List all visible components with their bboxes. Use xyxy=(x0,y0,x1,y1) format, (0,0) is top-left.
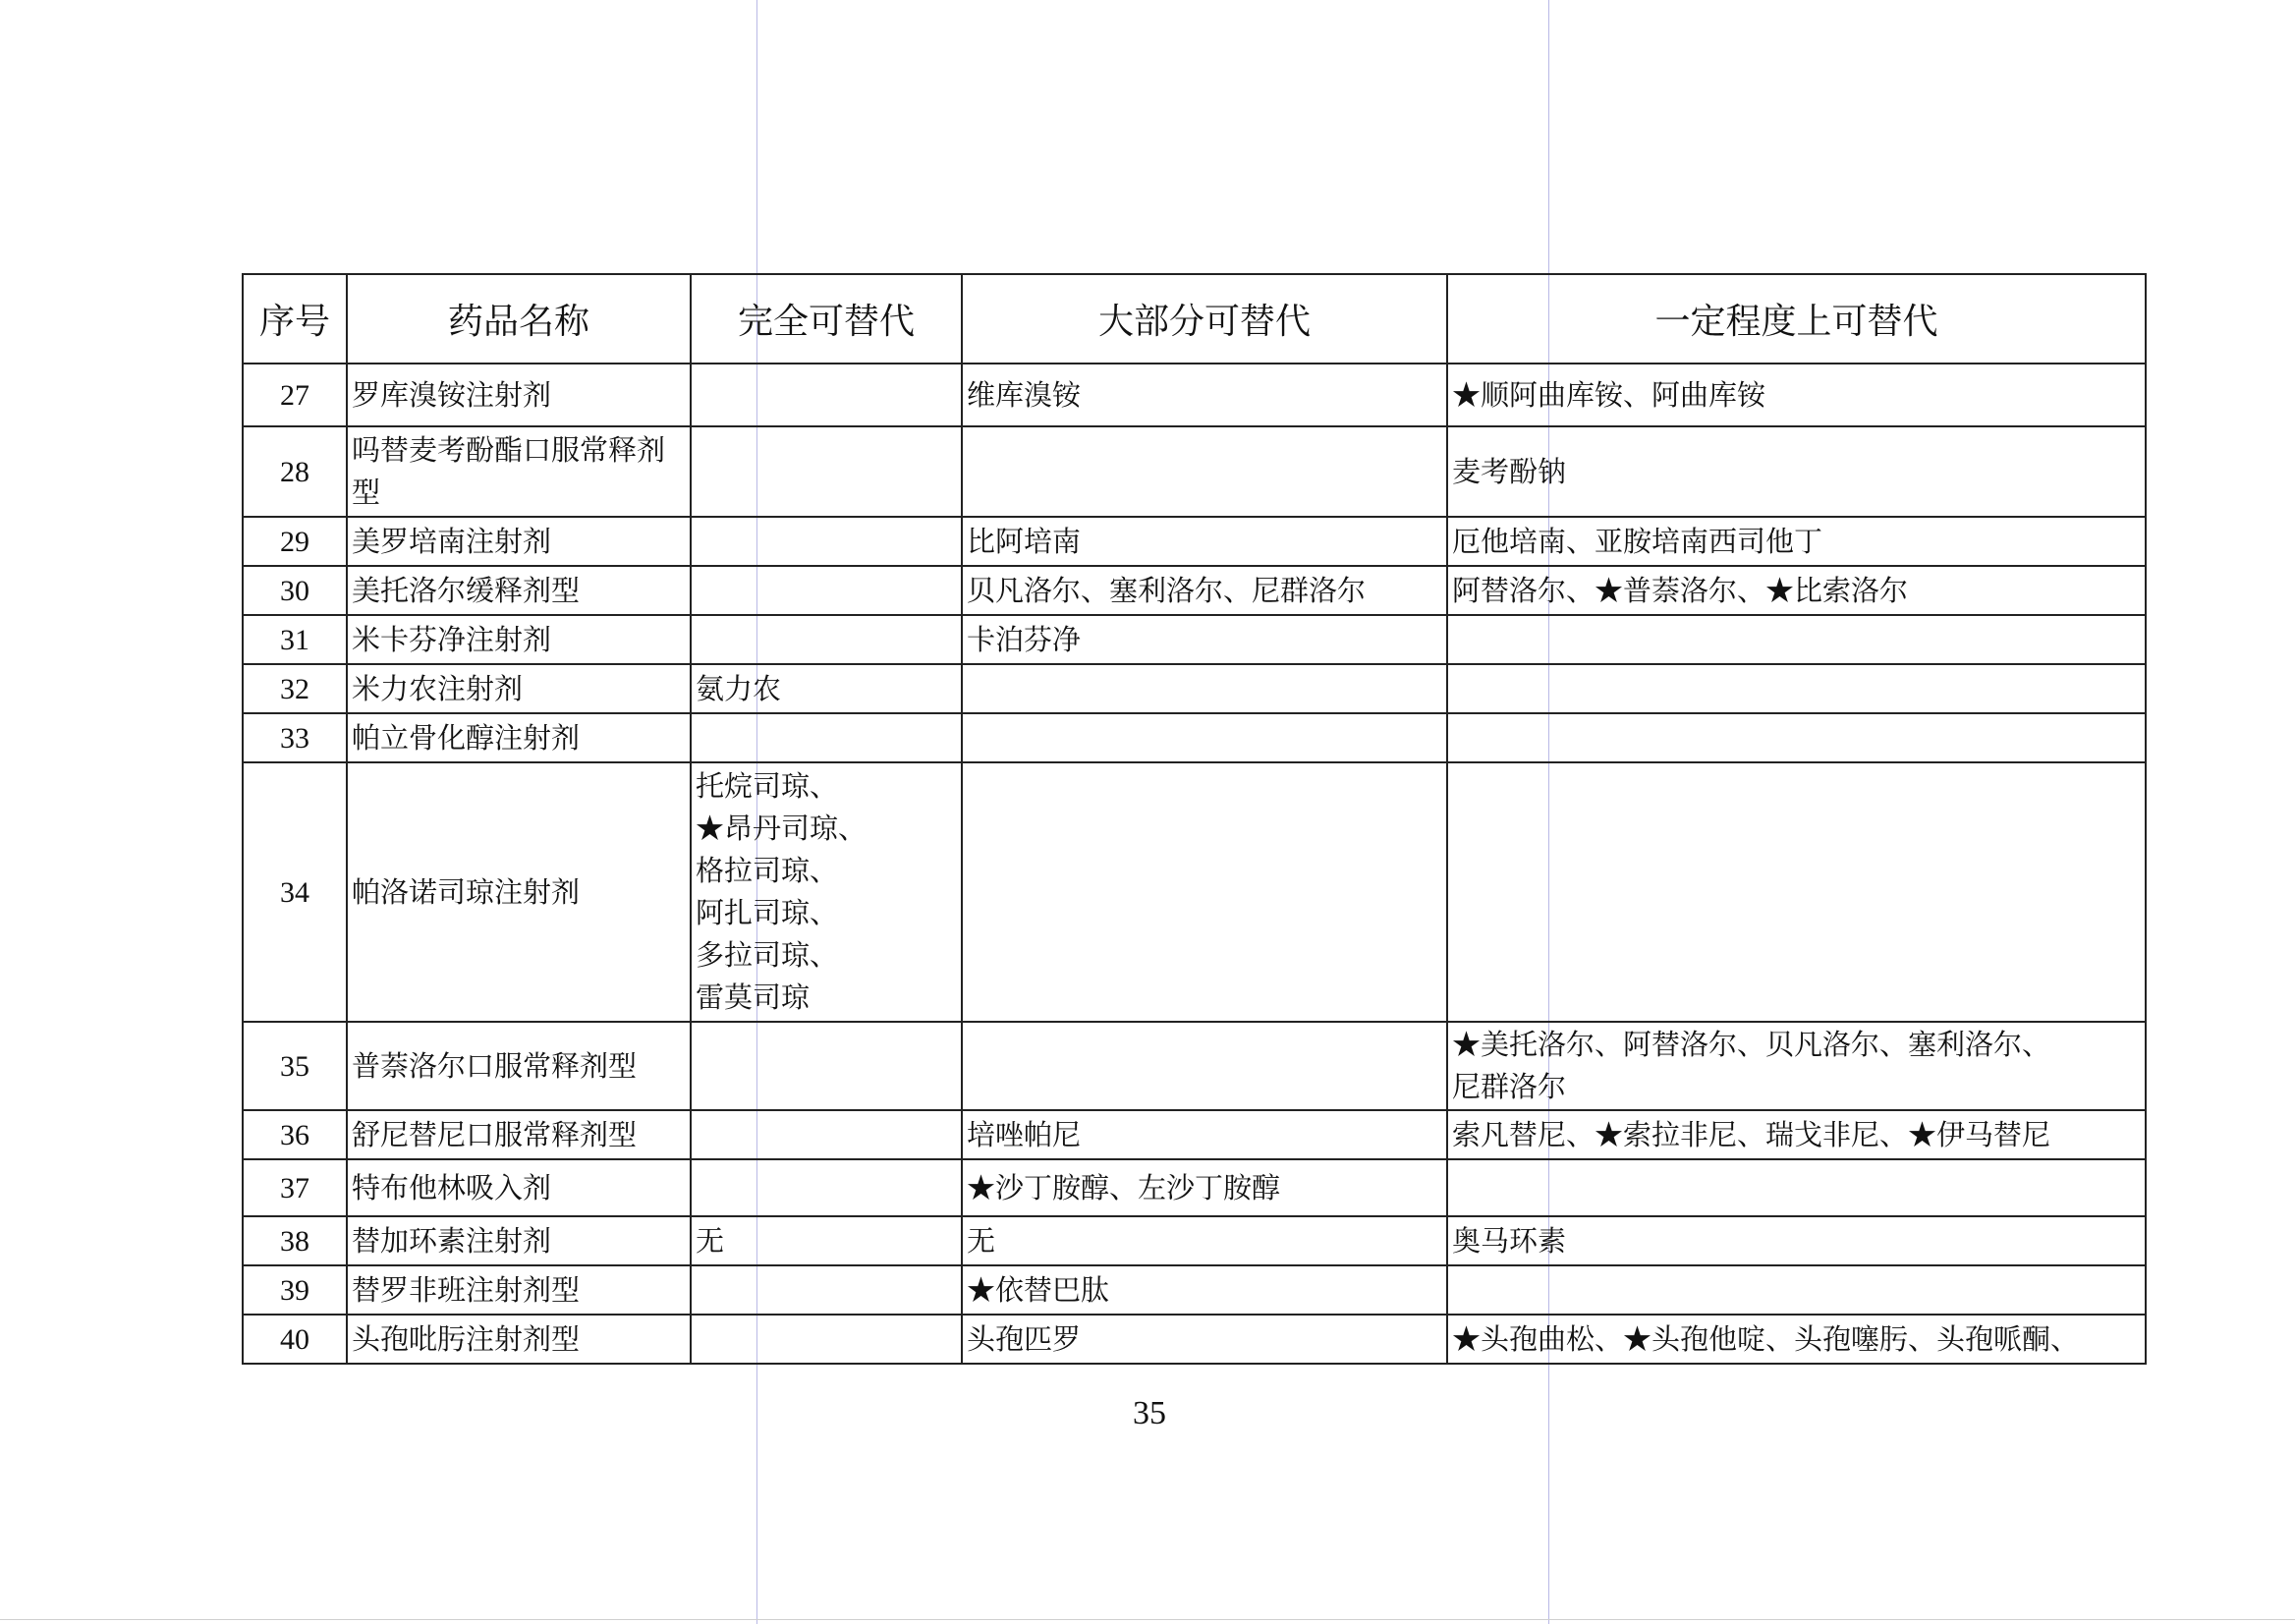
cell-mostly-substitutable xyxy=(962,1265,1447,1315)
cell-text-line: 米卡芬净注射剂 xyxy=(352,622,552,656)
cell-mostly-substitutable xyxy=(962,713,1447,762)
cell-text-line: 型 xyxy=(352,476,381,509)
cell-text-line: 尼群洛尔 xyxy=(1452,1070,1567,1103)
table-row xyxy=(243,517,2146,566)
cell-text-line: 氨力农 xyxy=(696,671,782,705)
cell-partially-substitutable xyxy=(1447,426,2146,517)
cell-text-line: 米力农注射剂 xyxy=(352,671,524,705)
cell-text-line: 美罗培南注射剂 xyxy=(352,524,552,558)
cell-mostly-substitutable xyxy=(962,517,1447,566)
table-row xyxy=(243,1216,2146,1265)
cell-drug-name xyxy=(347,426,691,517)
table-row xyxy=(243,1110,2146,1159)
scan-guide-line-bottom xyxy=(0,1619,2295,1620)
cell-drug-name xyxy=(347,615,691,664)
cell-text-line: 普萘洛尔口服常释剂型 xyxy=(352,1048,638,1083)
cell-serial-number: 29 xyxy=(243,517,347,566)
header-mostly-substitutable: 大部分可替代 xyxy=(962,274,1447,364)
cell-text-line: ★顺阿曲库铵、阿曲库铵 xyxy=(1452,377,1766,412)
cell-text-line: 头孢匹罗 xyxy=(967,1321,1082,1356)
cell-fully-substitutable xyxy=(691,517,962,566)
cell-text-line: 特布他林吸入剂 xyxy=(352,1170,552,1204)
cell-mostly-substitutable xyxy=(962,426,1447,517)
cell-drug-name xyxy=(347,1159,691,1216)
cell-serial-number: 40 xyxy=(243,1315,347,1364)
cell-serial-number: 27 xyxy=(243,364,347,426)
page-number: 35 xyxy=(1133,1395,1166,1431)
cell-serial-number: 39 xyxy=(243,1265,347,1315)
cell-mostly-substitutable xyxy=(962,364,1447,426)
cell-partially-substitutable xyxy=(1447,1110,2146,1159)
cell-text-line: 替加环素注射剂 xyxy=(352,1223,552,1258)
cell-fully-substitutable xyxy=(691,1315,962,1364)
cell-drug-name xyxy=(347,517,691,566)
cell-partially-substitutable xyxy=(1447,664,2146,713)
cell-drug-name xyxy=(347,1110,691,1159)
cell-text-line: ★依替巴肽 xyxy=(967,1272,1110,1307)
table-row xyxy=(243,1159,2146,1216)
cell-mostly-substitutable xyxy=(962,664,1447,713)
cell-partially-substitutable xyxy=(1447,566,2146,615)
table-body xyxy=(243,364,2146,1364)
cell-text-line: 帕立骨化醇注射剂 xyxy=(352,720,581,755)
cell-fully-substitutable xyxy=(691,566,962,615)
cell-serial-number: 33 xyxy=(243,713,347,762)
cell-drug-name xyxy=(347,713,691,762)
cell-drug-name xyxy=(347,566,691,615)
cell-mostly-substitutable xyxy=(962,762,1447,1022)
cell-text-line: 奥马环素 xyxy=(1452,1223,1567,1258)
cell-fully-substitutable xyxy=(691,615,962,664)
cell-fully-substitutable xyxy=(691,664,962,713)
cell-text-line: 吗替麦考酚酯口服常释剂 xyxy=(352,433,666,467)
header-serial-number: 序号 xyxy=(243,274,347,364)
cell-mostly-substitutable xyxy=(962,1110,1447,1159)
cell-drug-name xyxy=(347,1265,691,1315)
cell-serial-number: 38 xyxy=(243,1216,347,1265)
cell-text-line: 无 xyxy=(967,1223,996,1258)
cell-drug-name xyxy=(347,1315,691,1364)
cell-fully-substitutable xyxy=(691,426,962,517)
cell-mostly-substitutable xyxy=(962,566,1447,615)
cell-text-line: 厄他培南、亚胺培南西司他丁 xyxy=(1452,524,1823,558)
cell-text-line: 替罗非班注射剂型 xyxy=(352,1272,581,1307)
cell-text-line: 雷莫司琼 xyxy=(696,980,811,1014)
table-row xyxy=(243,762,2146,1022)
cell-text-line: 麦考酚钠 xyxy=(1452,454,1567,488)
drug-substitution-table xyxy=(242,273,2147,1365)
table-row xyxy=(243,1315,2146,1364)
cell-fully-substitutable xyxy=(691,1216,962,1265)
cell-mostly-substitutable xyxy=(962,1159,1447,1216)
cell-fully-substitutable xyxy=(691,713,962,762)
cell-text-line: 维库溴铵 xyxy=(967,377,1082,412)
cell-fully-substitutable xyxy=(691,1159,962,1216)
header-fully-substitutable: 完全可替代 xyxy=(691,274,962,364)
cell-partially-substitutable xyxy=(1447,517,2146,566)
cell-text-line: 美托洛尔缓释剂型 xyxy=(352,573,581,607)
cell-fully-substitutable xyxy=(691,364,962,426)
cell-partially-substitutable xyxy=(1447,1159,2146,1216)
cell-serial-number: 37 xyxy=(243,1159,347,1216)
cell-fully-substitutable xyxy=(691,1265,962,1315)
cell-text-line: 罗库溴铵注射剂 xyxy=(352,377,552,412)
cell-fully-substitutable xyxy=(691,1110,962,1159)
cell-serial-number: 35 xyxy=(243,1022,347,1110)
cell-drug-name xyxy=(347,1022,691,1110)
table-row xyxy=(243,1022,2146,1110)
cell-partially-substitutable xyxy=(1447,615,2146,664)
table-row xyxy=(243,615,2146,664)
table-row xyxy=(243,566,2146,615)
cell-text-line: 多拉司琼、 xyxy=(696,938,839,972)
cell-text-line: 格拉司琼、 xyxy=(696,854,839,887)
cell-mostly-substitutable xyxy=(962,1216,1447,1265)
cell-text-line: 比阿培南 xyxy=(967,524,1082,558)
table-header-row xyxy=(243,274,2146,364)
cell-partially-substitutable xyxy=(1447,1216,2146,1265)
cell-partially-substitutable xyxy=(1447,762,2146,1022)
cell-drug-name xyxy=(347,664,691,713)
cell-serial-number: 31 xyxy=(243,615,347,664)
cell-text-line: 托烷司琼、 xyxy=(696,769,839,803)
cell-partially-substitutable xyxy=(1447,1315,2146,1364)
cell-text-line: 卡泊芬净 xyxy=(967,622,1082,656)
cell-serial-number: 30 xyxy=(243,566,347,615)
cell-text-line: 阿替洛尔、★普萘洛尔、★比索洛尔 xyxy=(1452,573,1909,607)
cell-text-line: 舒尼替尼口服常释剂型 xyxy=(352,1117,638,1151)
table-row xyxy=(243,664,2146,713)
table-row xyxy=(243,426,2146,517)
cell-text-line: 阿扎司琼、 xyxy=(696,896,839,929)
table-row xyxy=(243,364,2146,426)
cell-mostly-substitutable xyxy=(962,1315,1447,1364)
header-partially-substitutable: 一定程度上可替代 xyxy=(1447,274,2146,364)
cell-drug-name xyxy=(347,762,691,1022)
header-drug-name: 药品名称 xyxy=(347,274,691,364)
table-row xyxy=(243,1265,2146,1315)
cell-text-line: 索凡替尼、★索拉非尼、瑞戈非尼、★伊马替尼 xyxy=(1452,1117,2051,1151)
cell-serial-number: 34 xyxy=(243,762,347,1022)
cell-partially-substitutable xyxy=(1447,1022,2146,1110)
cell-text-line: 贝凡洛尔、塞利洛尔、尼群洛尔 xyxy=(967,573,1367,607)
cell-text-line: ★美托洛尔、阿替洛尔、贝凡洛尔、塞利洛尔、 xyxy=(1452,1028,2051,1061)
cell-text-line: ★昂丹司琼、 xyxy=(696,812,868,845)
cell-text-line: ★头孢曲松、★头孢他啶、头孢噻肟、头孢哌酮、 xyxy=(1452,1321,2080,1356)
cell-text-line: ★沙丁胺醇、左沙丁胺醇 xyxy=(967,1170,1281,1204)
cell-fully-substitutable xyxy=(691,1022,962,1110)
cell-partially-substitutable xyxy=(1447,713,2146,762)
cell-partially-substitutable xyxy=(1447,1265,2146,1315)
cell-serial-number: 36 xyxy=(243,1110,347,1159)
table-row xyxy=(243,713,2146,762)
cell-text-line: 无 xyxy=(696,1223,725,1258)
cell-serial-number: 28 xyxy=(243,426,347,517)
cell-text-line: 头孢吡肟注射剂型 xyxy=(352,1321,581,1356)
cell-fully-substitutable xyxy=(691,762,962,1022)
cell-text-line: 帕洛诺司琼注射剂 xyxy=(352,874,581,909)
cell-drug-name xyxy=(347,1216,691,1265)
cell-mostly-substitutable xyxy=(962,615,1447,664)
cell-mostly-substitutable xyxy=(962,1022,1447,1110)
cell-drug-name xyxy=(347,364,691,426)
cell-partially-substitutable xyxy=(1447,364,2146,426)
cell-text-line: 培唑帕尼 xyxy=(967,1117,1082,1151)
cell-serial-number: 32 xyxy=(243,664,347,713)
